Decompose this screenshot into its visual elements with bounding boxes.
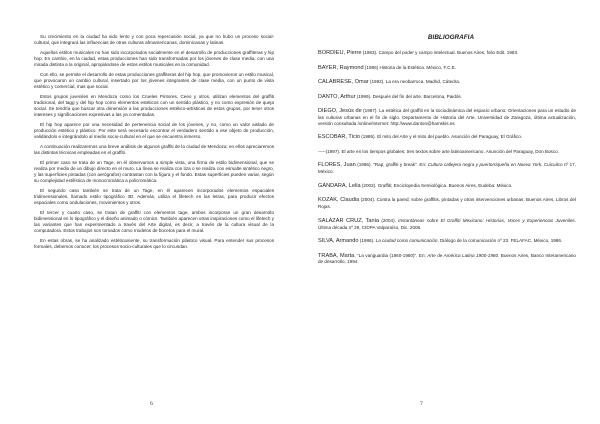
entry-text: (1986). El mito del Arte y el mito del pueblo. Asunción del Paraguay, El Gráfico. <box>359 134 523 140</box>
entry-tail: . Cuicuilco nº 17, México. <box>318 162 576 175</box>
entry-author: DANTO, Arthur <box>318 93 356 100</box>
entry-author: ----- <box>318 148 326 154</box>
entry-text: (1997). La estética del graffiti en la sociodinámica del espacio urbano: Orientaciones para un estudio de las culturas urbanas en el fin de siglo. Departamento de Historia del Arte, Universidad de Zaragoza, última actualización, versión consultada /online/Internet: http://www.danton@hamskis.es <box>318 108 576 126</box>
entry-text: (2004). Contra la pared; sobre graffitis, pintadas y otras intervenciones urbanas. Buenos Aires, Libros del Rojas. <box>318 197 576 210</box>
entry-title: Cultura callejera negra y puertorriqueña en Nueva York <box>427 162 542 168</box>
entry-tail: . Diálogo de la comunicación nº 23. FELAFAC. México, 1986. <box>437 238 563 244</box>
bibliography-entry <box>318 108 576 127</box>
entry-author: GÁNDARA, Lelia <box>318 182 361 189</box>
entry-text: (1986). "Rap, graffiti y break". En: <box>355 162 428 168</box>
entry-author: BAYER, Raymond <box>318 64 364 71</box>
bibliography-entry <box>318 65 576 72</box>
entry-tail: . Buenos Aires, Banco Interamericano de desarrollo, 1994. <box>318 252 576 265</box>
body-paragraph: Aquellos estilos musicales no han sido incorporados socialmente en el desarrollo de producciones graffiteras y hip hop. En cambio, en la ciudad, estas producciones han sido transformadas por los jóvenes de clase media, con una mirada distinta a la original, apropiándose de estos estilos musicales en la comunidad. <box>34 50 274 67</box>
bibliography-entry <box>318 238 576 245</box>
entry-title: Arte de América Latina 1900-1980 <box>427 252 498 258</box>
bibliography-entry <box>318 253 576 266</box>
bibliography-entry <box>318 197 576 210</box>
entry-text: (2004). <box>379 217 399 223</box>
body-paragraph: El segundo caso también se trata de un Tage, en él aparecen incorporados elementos espaciales tridimensionales, llamado estilo tipográfico 3D. Además, utiliza el lifetech en las letras, para producir efectos espaciales como ondulaciones, movimientos y otros. <box>34 188 274 205</box>
entry-text: (1986). <box>358 238 376 244</box>
entry-text: (1986) Historia de la Estética. México, F.C.E. <box>363 64 457 70</box>
body-paragraph: A continuación realizaremos una breve análisis de algunos graffiti de la ciudad de Mendoza; en ellos apreciaremos las distintas técnicas empleadas en el graffiti. <box>34 144 274 155</box>
page-number: 7 <box>420 401 423 407</box>
body-paragraph: El tercer y cuarto caso, se tratan de graffiti con elementos tage, ambos incorporan un gran desarrollo bidimensional en lo tipográfico y el diseño animado o cómics. También aparecen otras inspiraciones como el lifetech y las variantes que han experimentado a través del Arte digital, es decir, a través de la cultura visual de la computadora. Estos trabajos son tomados como modelos de bocetos para el mural. <box>34 210 274 233</box>
bibliography-entry <box>318 50 576 57</box>
entry-author: FLORES, Juan <box>318 162 356 169</box>
entry-text: (2002). Graffiti; Enciclopedia Semiológica. Buenos Aires, Eudeba: México. <box>360 182 513 188</box>
bibliography-title: BIBLIOGRAFIA <box>427 34 475 41</box>
bibliography-entry <box>318 149 576 155</box>
bibliography-entry <box>318 134 576 141</box>
entry-title: La ciudad como comunicación <box>375 238 438 244</box>
entry-author: TRABA, Marta <box>318 252 355 259</box>
entry-tail: . Última década nº 29, CIDPA Valparaíso, Dic. 2008. <box>318 217 576 230</box>
bibliography-entry <box>318 94 576 101</box>
body-paragraph: El hip hop aparece por una necesidad de pertenencia social de los jóvenes, y no, como un valor aislado de producción estético y plástico. Por este será necesario encontrar el verdadero sentido a ese objeto de producción, validándolo e integrándolo al medio socio-cultural en el que se encuentra inmerso. <box>34 122 274 139</box>
bibliography-entry <box>318 79 576 86</box>
entry-text: (1997). El arte en los tiempos globales; tres textos sobre arte latinoamericano. Asunción del Paraguay, Don Bosco. <box>325 148 559 154</box>
entry-author: ESCOBAR, Ticio <box>318 134 360 141</box>
entry-title: Instantáneas sobre El Graffiti Mexicano: Historias, Voces y Experiencias Juveniles <box>398 217 575 223</box>
entry-text: (1983). Campo del poder y campo intelectual. Buenos Aires, folio Edit. 1983. <box>361 50 519 55</box>
entry-author: KOZAK, Claudia <box>318 197 360 204</box>
right-page <box>300 0 600 424</box>
bibliography-entry <box>318 218 576 231</box>
body-paragraph: Estos grupos juveniles en Mendoza como los Crueles Pintores, Ceeo y otros, utilizan elementos del graffiti tradicional, del tagg y del hip hop como elementos estéticos con un sentido plástico, y no como expresión de queja social. Se tendría que buscar otra dimensión a las producciones estético-artísticas de estos grupos, por tener otros intereses y significaciones expresivas a las ya comentadas. <box>34 94 274 117</box>
entry-author: BORDIEU, Pierre <box>318 50 362 56</box>
entry-author: SALAZAR CRUZ, Tania <box>318 217 380 224</box>
body-paragraph: En estas obras, se ha analizado estéticamente, su transformación plástico visual. Para entender sus procesos formales, debemos conocer, los procesos socio-culturales que lo circundan. <box>34 238 274 249</box>
bibliography-entry <box>318 183 576 190</box>
entry-author: CALABRESE, Omar <box>318 79 369 85</box>
entry-author: DIEGO, Jesús de <box>318 108 362 114</box>
entry-author: SILVA, Armando <box>318 238 359 245</box>
bibliography-entry <box>318 162 576 175</box>
entry-text: (1999). Después del fin del arte. Barcelona, Paidós. <box>355 93 462 99</box>
body-paragraph: Su crecimiento en la ciudad ha sido lento y con poca repercusión social, ya que no hubo un proceso social-cultural, que integrará las influencias de otras culturas afroamericanas, dominicanas y latinas. <box>34 34 274 45</box>
body-paragraph: El primer caso se trata de un Tage, en él observamos a simple vista, una firma de estilo bidimensional, que se realiza por medio de un dibujo directo en el muro. La línea se realiza con tiza o se realiza con esmalte sintético negro, y las superficies pintadas (con aerógrafos) contrastan con la figura y el fondo. Estas superficies pueden variar, según su complejidad estilística de monocromática a policromática. <box>34 160 274 183</box>
body-paragraph: Con ello, se permite el desarrollo de estas producciones graffiteras del hip hop, que promovieron un estilo musical, que provocaron un cambio cultural, insertado por los jóvenes integrantes de clase media, con un punto de vista estético y comercial, mas que social. <box>34 72 274 89</box>
entry-text: . "La vanguardia (1960-1980)". En: <box>354 252 428 258</box>
entry-text: (1992). La era neobarroca. Madrid, Cátedra. <box>368 79 461 84</box>
page-number: 6 <box>150 401 153 407</box>
